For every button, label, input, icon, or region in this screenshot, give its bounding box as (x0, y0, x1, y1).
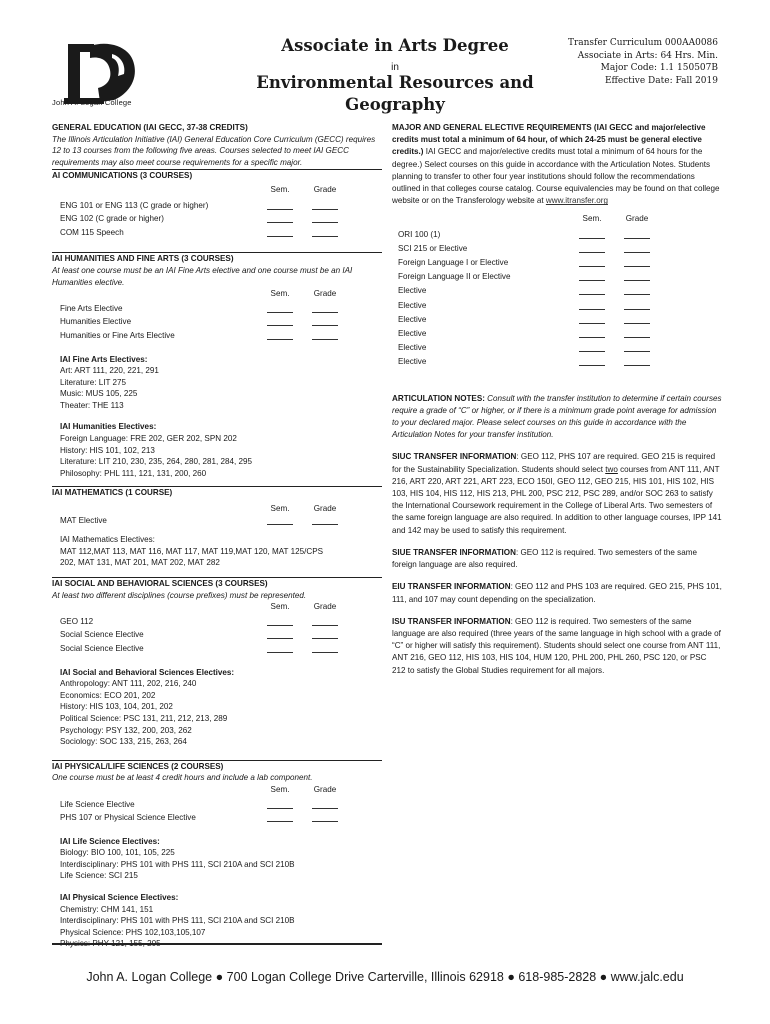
course-row: Fine Arts Elective (52, 303, 382, 317)
gen-ed-heading: GENERAL EDUCATION (IAI GECC, 37-38 CREDITS) (52, 123, 248, 132)
siue-info: SIUE TRANSFER INFORMATION: GEO 112 is required. Two semesters of the same foreign language are also required. (392, 547, 697, 570)
articulation-notes: ARTICULATION NOTES: Consult with the transfer institution to determine if certain courses require a grade of “C” or higher, or if there is a minimum grade point average for admission to your declared major. Please select courses on this guide in accordance with the Articulation Notes for your transfer institution. (392, 393, 722, 440)
course-row: Elective (392, 356, 722, 370)
physical-note: One course must be at least 4 credit hours and include a lab component. (52, 773, 313, 783)
course-row: Foreign Language I or Elective (392, 257, 722, 271)
humanities-heading: IAI HUMANITIES AND FINE ARTS (3 COURSES) (52, 254, 234, 264)
curriculum-info: Transfer Curriculum 000AA0086 Associate in Arts: 64 Hrs. Min. Major Code: 1.1 150507B Effective Date: Fall 2019 (567, 38, 718, 86)
isu-info: ISU TRANSFER INFORMATION: GEO 112 is required. Two semesters of the same language are also required (three years of the same language in high school with a grade of “C” or higher will satisfy this requirement). Students should select one course from ANT 111, ANT 216, GEO 112, HIS 103, HIS 104, HUM 120, PHL 200, PHL 260, PSC 120, or PSC 212 to satisfy the Global Studies requirement for all majors. (392, 616, 721, 675)
bottom-rule (52, 943, 382, 945)
course-row: GEO 112 (52, 616, 382, 630)
major-requirements: MAJOR AND GENERAL ELECTIVE REQUIREMENTS (IAI GECC and major/elective credits must total a minimum of 64 hour, of which 24-25 must be general elective credits.) IAI GECC and major/elective credits must total a minimum of 64 hours for the degree.) Select courses on this guide in accordance with the Articulation Notes. Students planning to transfer to other four year institutions should follow the recommendations outlined in that colleges course catalog. Course equivalencies may be found on that college website or on the Transferology website at www.itransfer.org (392, 123, 720, 206)
siuc-info: SIUC TRANSFER INFORMATION: GEO 112, PHS 107 are required. GEO 215 is required for the Sustainability Specialization. Students should select two courses from ANT 111, ANT 216, ART 220, ART 221, ART 223, ECO 150I, GEO 112, GEO 215, HIS 101, HIS 102, HIS 103, HIS 104, HIS 112, HIS 213, PHL 200, PSC 212, PSC 289, and/or SOC 263 to satisfy the International Coursework requirement in the College of Liberal Arts. Two semesters of the same foreign language are also required. In addition to other language courses, IPP 141 and 142 may be used to satisfy this requirement. (392, 452, 722, 535)
course-row: Elective (392, 328, 722, 342)
course-row: Elective (392, 285, 722, 299)
course-row: Social Science Elective (52, 629, 382, 643)
course-row: Social Science Elective (52, 643, 382, 657)
course-row: Elective (392, 314, 722, 328)
course-row: SCI 215 or Elective (392, 243, 722, 257)
physical-science-heading: IAI Physical Science Electives: (60, 893, 179, 903)
college-logo-text: John A. Logan College (52, 98, 132, 107)
communications-heading: AI COMMUNICATIONS (3 COURSES) (52, 171, 193, 181)
social-heading: IAI SOCIAL AND BEHAVIORAL SCIENCES (3 COURSES) (52, 579, 268, 588)
gen-ed-intro: The Illinois Articulation Initiative (IAI) General Education Core Curriculum (GECC) requires 12 to 13 courses from the following five areas. Courses selected to meet IAI GECC requirements may also meet course requirements for a specific major. (52, 134, 376, 167)
course-row: MAT Elective (52, 515, 382, 529)
course-row: PHS 107 or Physical Science Elective (52, 812, 382, 826)
course-row: Humanities or Fine Arts Elective (52, 330, 382, 344)
physical-heading: IAI PHYSICAL/LIFE SCIENCES (2 COURSES) (52, 761, 224, 771)
course-row: Life Science Elective (52, 799, 382, 813)
course-row: Elective (392, 300, 722, 314)
social-note: At least two different disciplines (course prefixes) must be represented. (52, 590, 307, 600)
itransfer-link[interactable]: www.itransfer.org (545, 196, 608, 206)
program-title: Environmental Resources and Geography (256, 73, 534, 114)
course-row: Foreign Language II or Elective (392, 271, 722, 285)
course-row: Humanities Elective (52, 316, 382, 330)
page-footer: John A. Logan College ● 700 Logan College Drive Carterville, Illinois 62918 ● 618-985-2828 ● www.jalc.edu (86, 970, 684, 984)
left-column: GENERAL EDUCATION (IAI GECC, 37-38 CREDITS) The Illinois Articulation Initiative (IAI) General Education Core Curriculum (GECC) requires 12 to 13 courses from the following five areas. Courses selected to meet IAI GECC requirements may also meet course requirements for a specific major. AI COMMUNICATIONS (3 COURSES) Sem. Grade ENG 101 or ENG 113 (C grade or higher) ENG 102 (C grade or higher) COM 115 Speech IAI HUMANITIES AND FINE ARTS (3 COURSES) At least one course must be an IAI Fine Arts elective and one course must be an IAI Humanities elective. Sem. Grade Fine Arts Elective Humanities Elective Humanities or Fine Arts Elective IAI Fine Arts Electives: Art: ART 111, 220, 221, 291 Literature: LIT 275 Music: MUS 105, 225 Theater: THE 113 IAI Humanities Electives: Foreign Language: FRE 202, GER 202, SPN 202 History: HIS 101, 102, 213 Literature: LIT 210, 230, 235, 264, 280, 281, 284, 295 Philosophy: PHL 111, 121, 131, 200, 260 IAI MATHEMATICS (1 COURSE) Sem. Grade MAT Elective IAI Mathematics Electives: MAT 112,MAT 113, MAT 116, MAT 117, MAT 119,MAT 120, MAT 125/CPS 202, MAT 131, MAT 201, MAT 202, MAT 282 IAI SOCIAL AND BEHAVIORAL SCIENCES (3 COURSES) At least two different disciplines (course prefixes) must be represented. Sem. Grade GEO 112 Social Science Elective Social Science Elective IAI Social and Behavioral Sciences Electives: Anthropology: ANT 111, 202, 216, 240 Economics: ECO 201, 202 History: HIS 103, 104, 201, 202 Political Science: PSC 131, 211, 212, 213, 289 Psychology: PSY 132, 200, 203, 262 Sociology: SOC 133, 215, 263, 264 IAI PHYSICAL/LIFE SCIENCES (2 COURSES) One course must be at least 4 credit hours and include a lab component. Sem. Grade Life Science Elective PHS 107 or Physical Science Elective IAI Life Science Electives: Biology: BIO 100, 101, 105, 225 Interdisciplinary: PHS 101 with PHS 111, SCI 210A and SCI 210B Life Science: SCI 215 IAI Physical Science Electives: Chemistry: CHM 141, 151 Interdisciplinary: PHS 101 with PHS 111, SCI 210A and SCI 210B Physical Science: PHS 102,103,105,107 Physics: PHY 121, 155, 205 (52, 122, 382, 950)
humanities-electives-heading: IAI Humanities Electives: (60, 422, 157, 432)
page-title: Associate in Arts Degree (281, 36, 509, 55)
course-row: ORI 100 (1) (392, 229, 722, 243)
fine-arts-heading: IAI Fine Arts Electives: (60, 354, 148, 364)
math-electives-heading: IAI Mathematics Electives: (60, 535, 155, 545)
humanities-note: At least one course must be an IAI Fine Arts elective and one course must be an IAI Humanities elective. (52, 265, 353, 287)
course-row: ENG 102 (C grade or higher) (52, 213, 382, 227)
math-heading: IAI MATHEMATICS (1 COURSE) (52, 488, 173, 498)
course-row: COM 115 Speech (52, 227, 382, 241)
title-in: in (391, 62, 399, 73)
eiu-info: EIU TRANSFER INFORMATION: GEO 112 and PHS 103 are required. GEO 215, PHS 101, 111, and 107 may count depending on the specialization. (392, 582, 722, 604)
life-science-heading: IAI Life Science Electives: (60, 836, 160, 846)
course-row: Elective (392, 342, 722, 356)
social-electives-heading: IAI Social and Behavioral Sciences Electives: (60, 667, 235, 677)
course-row: ENG 101 or ENG 113 (C grade or higher) (52, 200, 382, 214)
right-column: MAJOR AND GENERAL ELECTIVE REQUIREMENTS (IAI GECC and major/elective credits must total a minimum of 64 hour, of which 24-25 must be general elective credits.) IAI GECC and major/elective credits must total a minimum of 64 hours for the degree.) Select courses on this guide in accordance with the Articulation Notes. Students planning to transfer to other four year institutions should follow the recommendations outlined in that colleges course catalog. Course equivalencies may be found on that college website or on the Transferology website at www.itransfer.org Sem. Grade ORI 100 (1) SCI 215 or Elective Foreign Language I or Elective Foreign Language II or Elective Elective Elective Elective Elective Elective Elective ARTICULATION NOTES: Consult with the transfer institution to determine if certain courses require a grade of “C” or higher, or if there is a minimum grade point average for admission to your declared major. Please select courses on this guide in accordance with the Articulation Notes for your transfer institution. SIUC TRANSFER INFORMATION: GEO 112, PHS 107 are required. GEO 215 is required for the Sustainability Specialization. Students should select two courses from ANT 111, ANT 216, ART 220, ART 221, ART 223, ECO 150I, GEO 112, GEO 215, HIS 101, HIS 102, HIS 103, HIS 104, HIS 112, HIS 213, PHL 200, PSC 212, PSC 289, and/or SOC 263 to satisfy the International Coursework requirement in the College of Liberal Arts. Two semesters of the same foreign language are also required. In addition to other language courses, IPP 141 and 142 may be used to satisfy this requirement. SIUE TRANSFER INFORMATION: GEO 112 is required. Two semesters of the same foreign language are also required. EIU TRANSFER INFORMATION: GEO 112 and PHS 103 are required. GEO 215, PHS 101, 111, and 107 may count depending on the specialization. ISU TRANSFER INFORMATION: GEO 112 is required. Two semesters of the same language are also required (three years of the same language in high school with a grade of “C” or higher will satisfy this requirement). Students should select one course from ANT 111, ANT 216, GEO 112, HIS 103, HIS 104, HUM 120, PHL 200, PHL 260, PSC 120, or PSC 212 to satisfy the Global Studies requirement for all majors. (392, 122, 722, 677)
